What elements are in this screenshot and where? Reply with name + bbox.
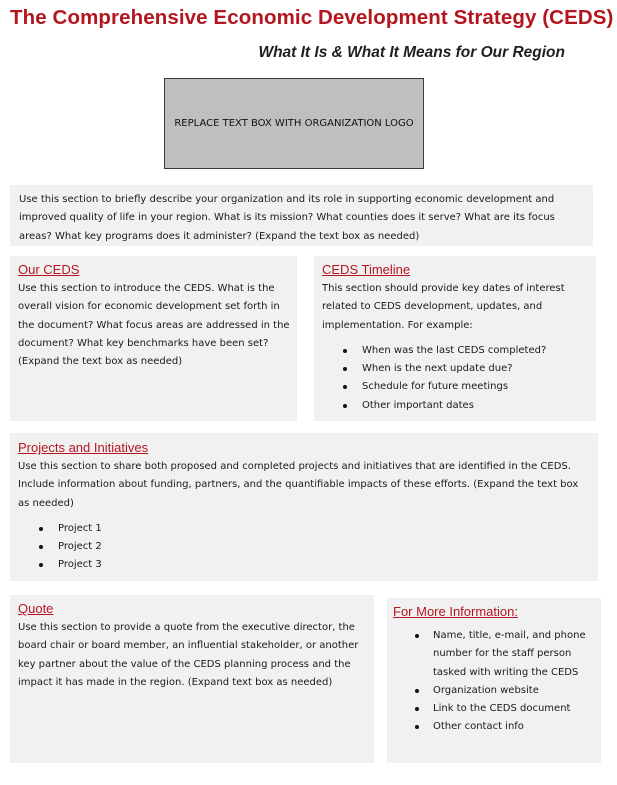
list-item: Schedule for future meetings [362, 378, 590, 396]
quote-heading: Quote [18, 601, 54, 616]
projects-list [18, 520, 590, 575]
list-item: Other contact info [433, 718, 595, 736]
list-item: Organization website [433, 682, 595, 700]
ceds-timeline-section [314, 256, 596, 421]
about-section [10, 185, 593, 246]
list-item: Project 3 [58, 556, 590, 574]
about-text: Use this section to briefly describe your organization and its role in supporting economic development and improved quality of life in your region. What is its mission? What counties does it serve? What are its focus areas? What key programs does it administer? (Expand the text box as needed) [19, 194, 555, 242]
quote-text: Use this section to provide a quote from the executive director, the board chair or board member, an influential stakeholder, or another key partner about the value of the CEDS planning process and the impact it has made in the region. (Expand text box as needed) [18, 622, 359, 688]
projects-heading: Projects and Initiatives [18, 440, 149, 455]
logo-placeholder[interactable]: REPLACE TEXT BOX WITH ORGANIZATION LOGO [164, 78, 424, 169]
ceds-timeline-list [322, 342, 590, 415]
list-item: Other important dates [362, 397, 590, 415]
ceds-timeline-text: This section should provide key dates of interest related to CEDS development, updates, and implementation. For example: [322, 283, 565, 331]
page-title: The Comprehensive Economic Development Strategy (CEDS) [10, 6, 614, 29]
more-info-list [393, 627, 595, 737]
list-item: When was the last CEDS completed? [362, 342, 590, 360]
list-item: Name, title, e-mail, and phone number for the staff person tasked with writing the CEDS [433, 627, 595, 682]
more-info-section [387, 598, 601, 763]
page-subtitle: What It Is & What It Means for Our Region [258, 44, 565, 61]
list-item: Project 2 [58, 538, 590, 556]
more-info-heading: For More Information: [393, 604, 518, 619]
projects-section [10, 433, 598, 581]
our-ceds-heading: Our CEDS [18, 262, 80, 277]
quote-section [10, 595, 374, 763]
projects-text: Use this section to share both proposed and completed projects and initiatives that are identified in the CEDS. Include information about funding, partners, and the quantifiable impacts of these efforts. (Expand the text box as needed) [18, 461, 579, 509]
list-item: Link to the CEDS document [433, 700, 595, 718]
list-item: Project 1 [58, 520, 590, 538]
our-ceds-text: Use this section to introduce the CEDS. What is the overall vision for economic development set forth in the document? What focus areas are addressed in the document? What key benchmarks have been set? (Expand the text box as needed) [18, 283, 290, 368]
our-ceds-section [10, 256, 297, 421]
ceds-timeline-heading: CEDS Timeline [322, 262, 411, 277]
list-item: When is the next update due? [362, 360, 590, 378]
